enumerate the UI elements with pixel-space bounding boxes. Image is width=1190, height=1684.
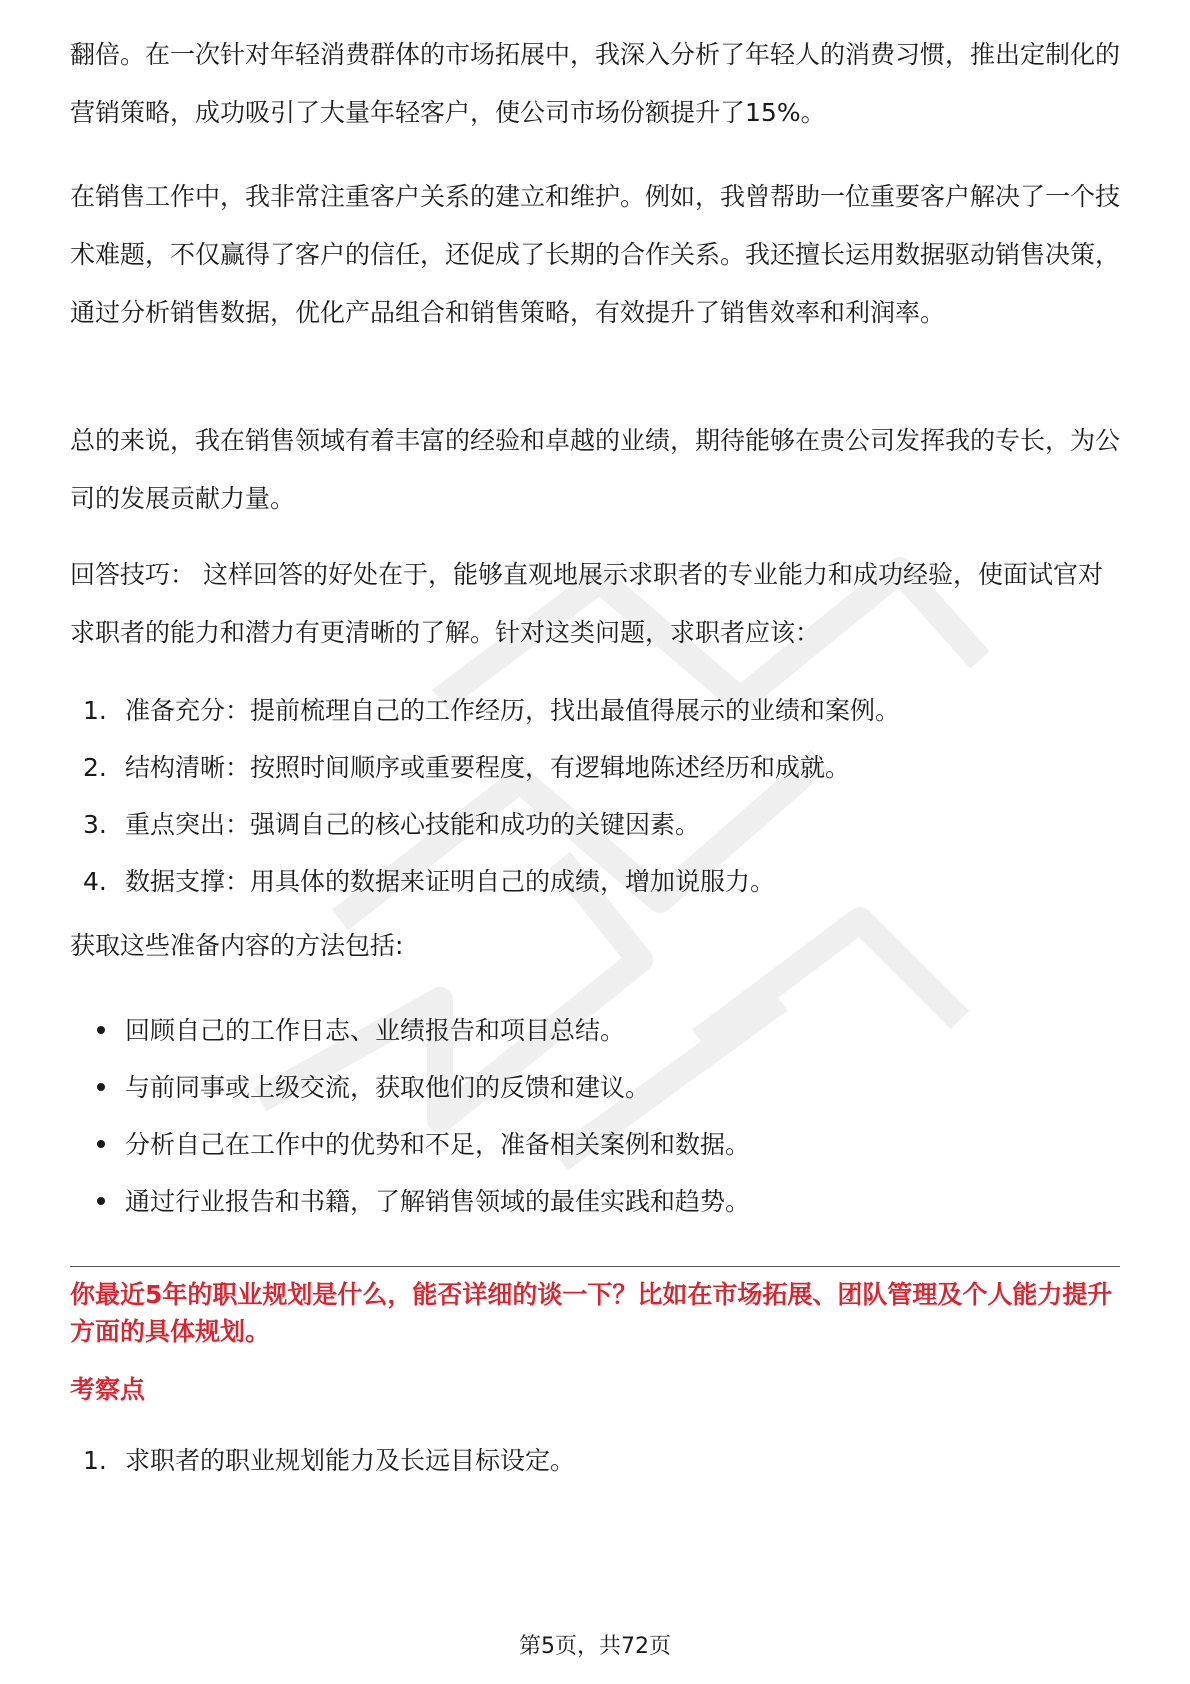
page-number: 第5页，共72页 — [519, 1634, 671, 1659]
bullet-icon — [97, 1197, 105, 1205]
methods-bullet-list — [70, 1002, 1120, 1230]
bullet-icon — [97, 1026, 105, 1034]
list-item: 1. 准备充分：提前梳理自己的工作经历，找出最值得展示的业绩和案例。 — [83, 696, 901, 725]
paragraph-summary: 总的来说，我在销售领域有着丰富的经验和卓越的业绩，期待能够在贵公司发挥我的专长，为公司的发展贡献力量。 — [70, 426, 1121, 513]
paragraph-achievements: 翻倍。在一次针对年轻消费群体的市场拓展中，我深入分析了年轻人的消费习惯，推出定制化的营销策略，成功吸引了大量年轻客户，使公司市场份额提升了15%。 — [70, 40, 1121, 127]
question-heading: 你最近5年的职业规划是什么，能否详细的谈一下？比如在市场拓展、团队管理及个人能力提升方面的具体规划。 — [70, 1280, 1113, 1346]
list-item: 分析自己在工作中的优势和不足，准备相关案例和数据。 — [70, 1116, 1120, 1173]
list-item: 2. 结构清晰：按照时间顺序或重要程度，有逻辑地陈述经历和成就。 — [83, 753, 851, 782]
list-item: 与前同事或上级交流，获取他们的反馈和建议。 — [70, 1059, 1120, 1116]
bullet-icon — [97, 1140, 105, 1148]
list-item: 1. 求职者的职业规划能力及长远目标设定。 — [83, 1446, 576, 1475]
list-item: 3. 重点突出：强调自己的核心技能和成功的关键因素。 — [83, 810, 701, 839]
list-item: 回顾自己的工作日志、业绩报告和项目总结。 — [70, 1002, 1120, 1059]
assessment-points-list — [70, 1432, 1120, 1489]
paragraph-customer-relations: 在销售工作中，我非常注重客户关系的建立和维护。例如，我曾帮助一位重要客户解决了一个技术难题，不仅赢得了客户的信任，还促成了长期的合作关系。我还擅长运用数据驱动销售决策，通过分析销售数据，优化产品组合和销售策略，有效提升了销售效率和利润率。 — [70, 182, 1121, 327]
section-divider — [70, 1266, 1120, 1267]
tips-numbered-list — [70, 682, 1120, 910]
list-item: 通过行业报告和书籍，了解销售领域的最佳实践和趋势。 — [70, 1173, 1120, 1230]
paragraph-methods-intro: 获取这些准备内容的方法包括: — [70, 931, 404, 960]
paragraph-answer-tips: 回答技巧： 这样回答的好处在于，能够直观地展示求职者的专业能力和成功经验，使面试官对求职者的能力和潜力有更清晰的了解。针对这类问题，求职者应该： — [70, 560, 1103, 647]
section-label-assessment: 考察点 — [70, 1375, 146, 1404]
list-item: 4. 数据支撑：用具体的数据来证明自己的成绩，增加说服力。 — [83, 867, 776, 896]
bullet-icon — [97, 1083, 105, 1091]
